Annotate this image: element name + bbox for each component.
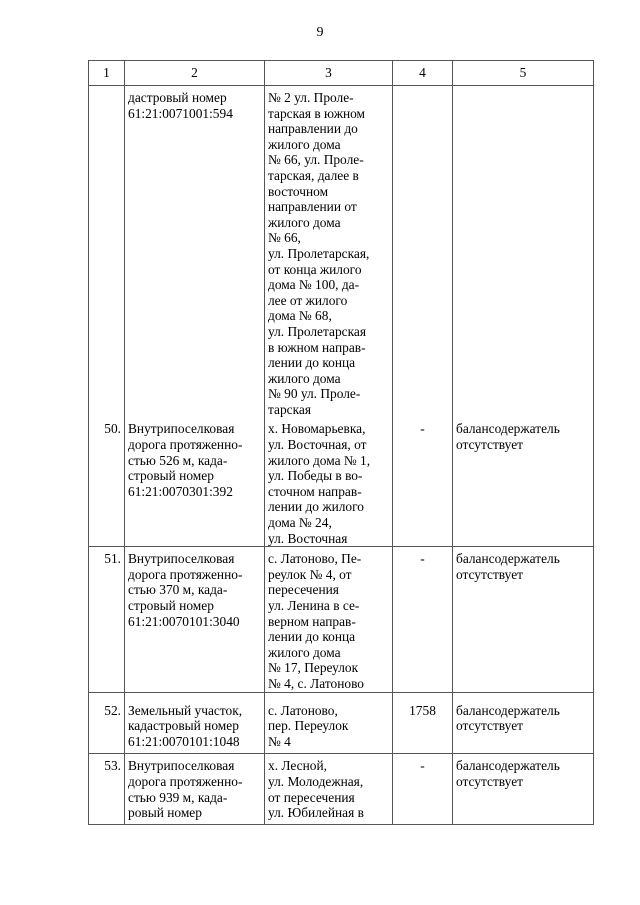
cell-line: ровый номер (128, 805, 202, 821)
cell-line: направлении до (268, 121, 358, 137)
cell-line: ул. Ленина в се- (268, 598, 360, 613)
cell-line: дорога протяженно- (128, 437, 243, 453)
cell-line: лении до жилого (268, 499, 364, 515)
cell-line: ул. Пролетарская (268, 323, 366, 339)
cell-line: 61:21:0070101:3040 (128, 613, 240, 629)
column-header: 2 (125, 61, 265, 86)
cell-line: № 2 ул. Проле- (268, 90, 354, 105)
cell-line: балансодержатель (456, 702, 560, 718)
cell-line: от пересечения (268, 789, 355, 805)
table-row (89, 419, 594, 546)
object-name-cell (125, 547, 265, 692)
cell-line: пересечения (268, 582, 339, 598)
cell-line: стровый номер (128, 598, 214, 613)
cell-line: Внутрипоселковая (128, 421, 235, 437)
cell-line: жилого дома (268, 370, 341, 386)
object-name-cell (125, 754, 265, 824)
cell-line: направлении от (268, 199, 357, 215)
cell-line: жилого дома (268, 136, 341, 152)
cell-line: 61:21:0070301:392 (128, 483, 233, 499)
cell-line: сточном направ- (268, 483, 362, 499)
row-number-cell (89, 86, 125, 420)
cell-line: балансодержатель (456, 421, 560, 437)
cell-line: стью 939 м, када- (128, 789, 228, 805)
property-registry-table (88, 60, 594, 825)
cell-line: Земельный участок, (128, 702, 243, 718)
balance-holder-cell (453, 754, 594, 824)
column-header: 3 (265, 61, 393, 86)
balance-holder-cell (453, 419, 594, 546)
cell-line: жилого дома № 1, (268, 452, 371, 468)
area-cell: 1758 (393, 692, 453, 754)
cell-line: балансодержатель (456, 758, 560, 774)
cell-line: стью 526 м, када- (128, 452, 228, 468)
location-cell (265, 547, 393, 692)
area-cell: - (393, 419, 453, 546)
object-name-cell (125, 419, 265, 546)
cell-line: № 66, ул. Проле- (268, 152, 364, 168)
cell-line: ул. Пролетарская, (268, 245, 370, 261)
cell-line: стровый номер (128, 468, 214, 484)
cell-line: тарская в южном (268, 105, 366, 121)
column-header: 4 (393, 61, 453, 86)
cell-line: дорога протяженно- (128, 566, 243, 582)
row-number-cell: 51. (89, 547, 125, 692)
cell-line: 61:21:0071001:594 (128, 105, 233, 121)
balance-holder-cell (453, 547, 594, 692)
cell-line: пер. Переулок (268, 718, 349, 734)
object-name-cell (125, 692, 265, 754)
cell-line: тарская, далее в (268, 167, 359, 183)
cell-line: № 66, (268, 230, 301, 246)
cell-line: восточном (268, 183, 329, 199)
cell-line: от конца жилого (268, 261, 362, 277)
cell-line: ул. Победы в во- (268, 468, 363, 484)
cell-line: отсутствует (456, 773, 523, 789)
page-number: 9 (316, 25, 324, 40)
cell-line: ул. Восточная (268, 530, 348, 546)
cell-line: отсутствует (456, 566, 523, 582)
cell-line: х. Лесной, (268, 758, 327, 774)
location-cell (265, 86, 393, 420)
row-number-cell: 53. (89, 754, 125, 824)
cell-line: № 4, с. Латоново (268, 675, 364, 691)
cell-line: лении до конца (268, 355, 356, 371)
table-row (89, 547, 594, 692)
balance-holder-cell (453, 692, 594, 754)
cell-line: № 17, Переулок (268, 660, 359, 676)
row-number-cell: 50. (89, 419, 125, 546)
table-row (89, 754, 594, 824)
cell-line: ул. Молодежная, (268, 773, 364, 789)
cell-line: дорога протяженно- (128, 773, 243, 789)
cell-line: балансодержатель (456, 551, 560, 567)
cell-line: дома № 100, да- (268, 277, 360, 293)
cell-line: реулок № 4, от (268, 566, 352, 582)
location-cell (265, 419, 393, 546)
area-cell: - (393, 754, 453, 824)
cell-line: 61:21:0070101:1048 (128, 733, 240, 749)
balance-holder-cell (453, 86, 594, 420)
cell-line: стью 370 м, када- (128, 582, 228, 598)
column-header: 5 (453, 61, 594, 86)
column-header: 1 (89, 61, 125, 86)
table-row (89, 86, 594, 420)
cell-line: верном направ- (268, 613, 356, 629)
cell-line: отсутствует (456, 718, 523, 734)
cell-line: отсутствует (456, 437, 523, 453)
cell-line: жилого дома (268, 214, 341, 230)
cell-line: лее от жилого (268, 292, 348, 308)
cell-line: х. Новомарьевка, (268, 421, 366, 437)
object-name-cell (125, 86, 265, 420)
cell-line: ул. Восточная, от (268, 437, 367, 453)
cell-line: ул. Юбилейная в (268, 805, 364, 821)
area-cell (393, 86, 453, 420)
cell-line: кадастровый номер (128, 718, 239, 734)
cell-line: дома № 68, (268, 308, 332, 324)
cell-line: с. Латоново, Пе- (268, 551, 362, 567)
area-cell: - (393, 547, 453, 692)
table-row (89, 692, 594, 754)
cell-line: № 90 ул. Проле- (268, 386, 361, 402)
cell-line: с. Латоново, (268, 702, 338, 718)
cell-line: Внутрипоселковая (128, 758, 235, 774)
cell-line: дома № 24, (268, 515, 332, 531)
cell-line: Внутрипоселковая (128, 551, 235, 567)
cell-line: дастровый номер (128, 90, 227, 105)
cell-line: лении до конца (268, 629, 356, 645)
row-number-cell: 52. (89, 692, 125, 754)
cell-line: жилого дома (268, 644, 341, 660)
header-row (89, 61, 594, 86)
cell-line: в южном направ- (268, 339, 366, 355)
cell-line: № 4 (268, 733, 291, 749)
cell-line: тарская (268, 401, 312, 417)
location-cell (265, 754, 393, 824)
location-cell (265, 692, 393, 754)
